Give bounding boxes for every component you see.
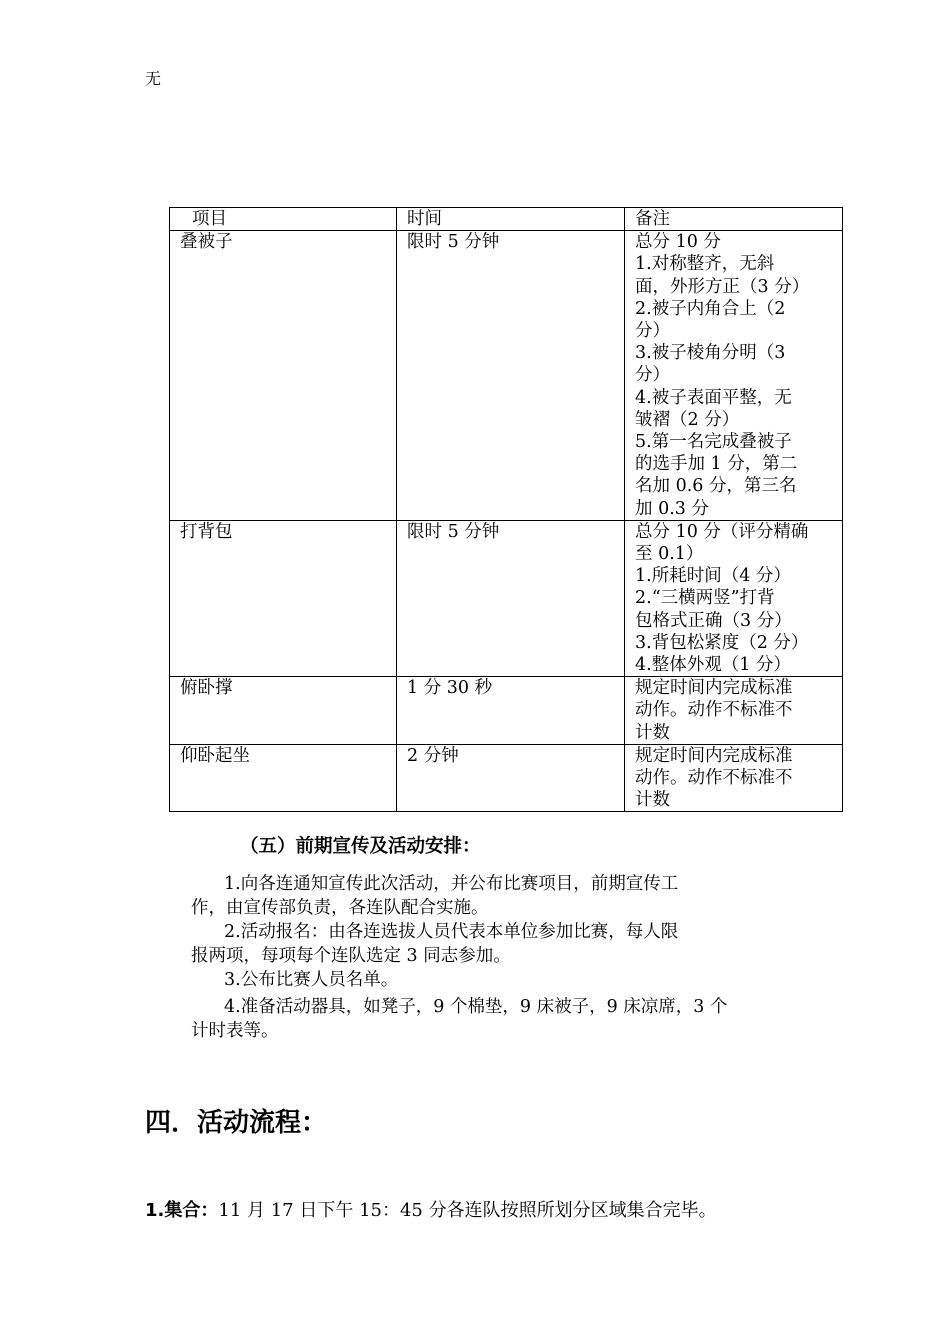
flow-step-1-label: 1.集合： [145,1200,219,1221]
time-cell: 1 分 30 秒 [397,677,625,745]
arrangement-item-1: 1.向各连通知宣传此次活动，并公布比赛项目，前期宣传工 作，由宣传部负责，各连队配合实施。 [191,874,679,918]
notes-cell: 总分 10 分 1.对称整齐，无斜 面，外形方正（3 分） 2.被子内角合上（2 分） 3.被子棱角分明（3 分） 4.被子表面平整，无 皱褶（2 分） 5.第一名完成叠被子 的选手加 1 分，第二 名加 0.6 分，第三名 加 0.3 分 [625,231,843,521]
flow-step-1 [145,1196,717,1222]
item-cell: 叠被子 [170,231,397,521]
header-notes: 备注 [625,208,843,231]
notes-cell: 总分 10 分（评分精确 至 0.1） 1.所耗时间（4 分） 2.“三横两竖”打背 包格式正确（3 分） 3.背包松紧度（2 分） 4.整体外观（1 分） [625,520,843,676]
time-cell: 2 分钟 [397,744,625,812]
top-note: 无 [145,69,162,88]
item-cell: 俯卧撑 [170,677,397,745]
header-time: 时间 [397,208,625,231]
notes-cell: 规定时间内完成标准 动作。动作不标准不 计数 [625,677,843,745]
table-row [170,677,843,745]
table-row [170,231,843,521]
header-item: 项目 [170,208,397,231]
time-cell: 限时 5 分钟 [397,520,625,676]
item-cell: 打背包 [170,520,397,676]
notes-cell: 规定时间内完成标准 动作。动作不标准不 计数 [625,744,843,812]
table-row [170,744,843,812]
table-row [170,520,843,676]
flow-step-1-text: 11 月 17 日下午 15：45 分各连队按照所划分区域集合完毕。 [218,1200,717,1221]
section-five-title: （五）前期宣传及活动安排： [240,836,481,857]
arrangement-item-4: 4.准备活动器具，如凳子，9 个棉垫，9 床被子，9 床凉席，3 个 计时表等。 [191,997,728,1041]
section-four-title: 四．活动流程： [145,1108,328,1138]
score-table [169,207,843,812]
table-header-row [170,208,843,231]
item-cell: 仰卧起坐 [170,744,397,812]
time-cell: 限时 5 分钟 [397,231,625,521]
arrangement-item-3: 3.公布比赛人员名单。 [224,970,399,990]
arrangement-item-2: 2.活动报名：由各连选拔人员代表本单位参加比赛，每人限 报两项，每项每个连队选定 3 同志参加。 [191,922,679,966]
